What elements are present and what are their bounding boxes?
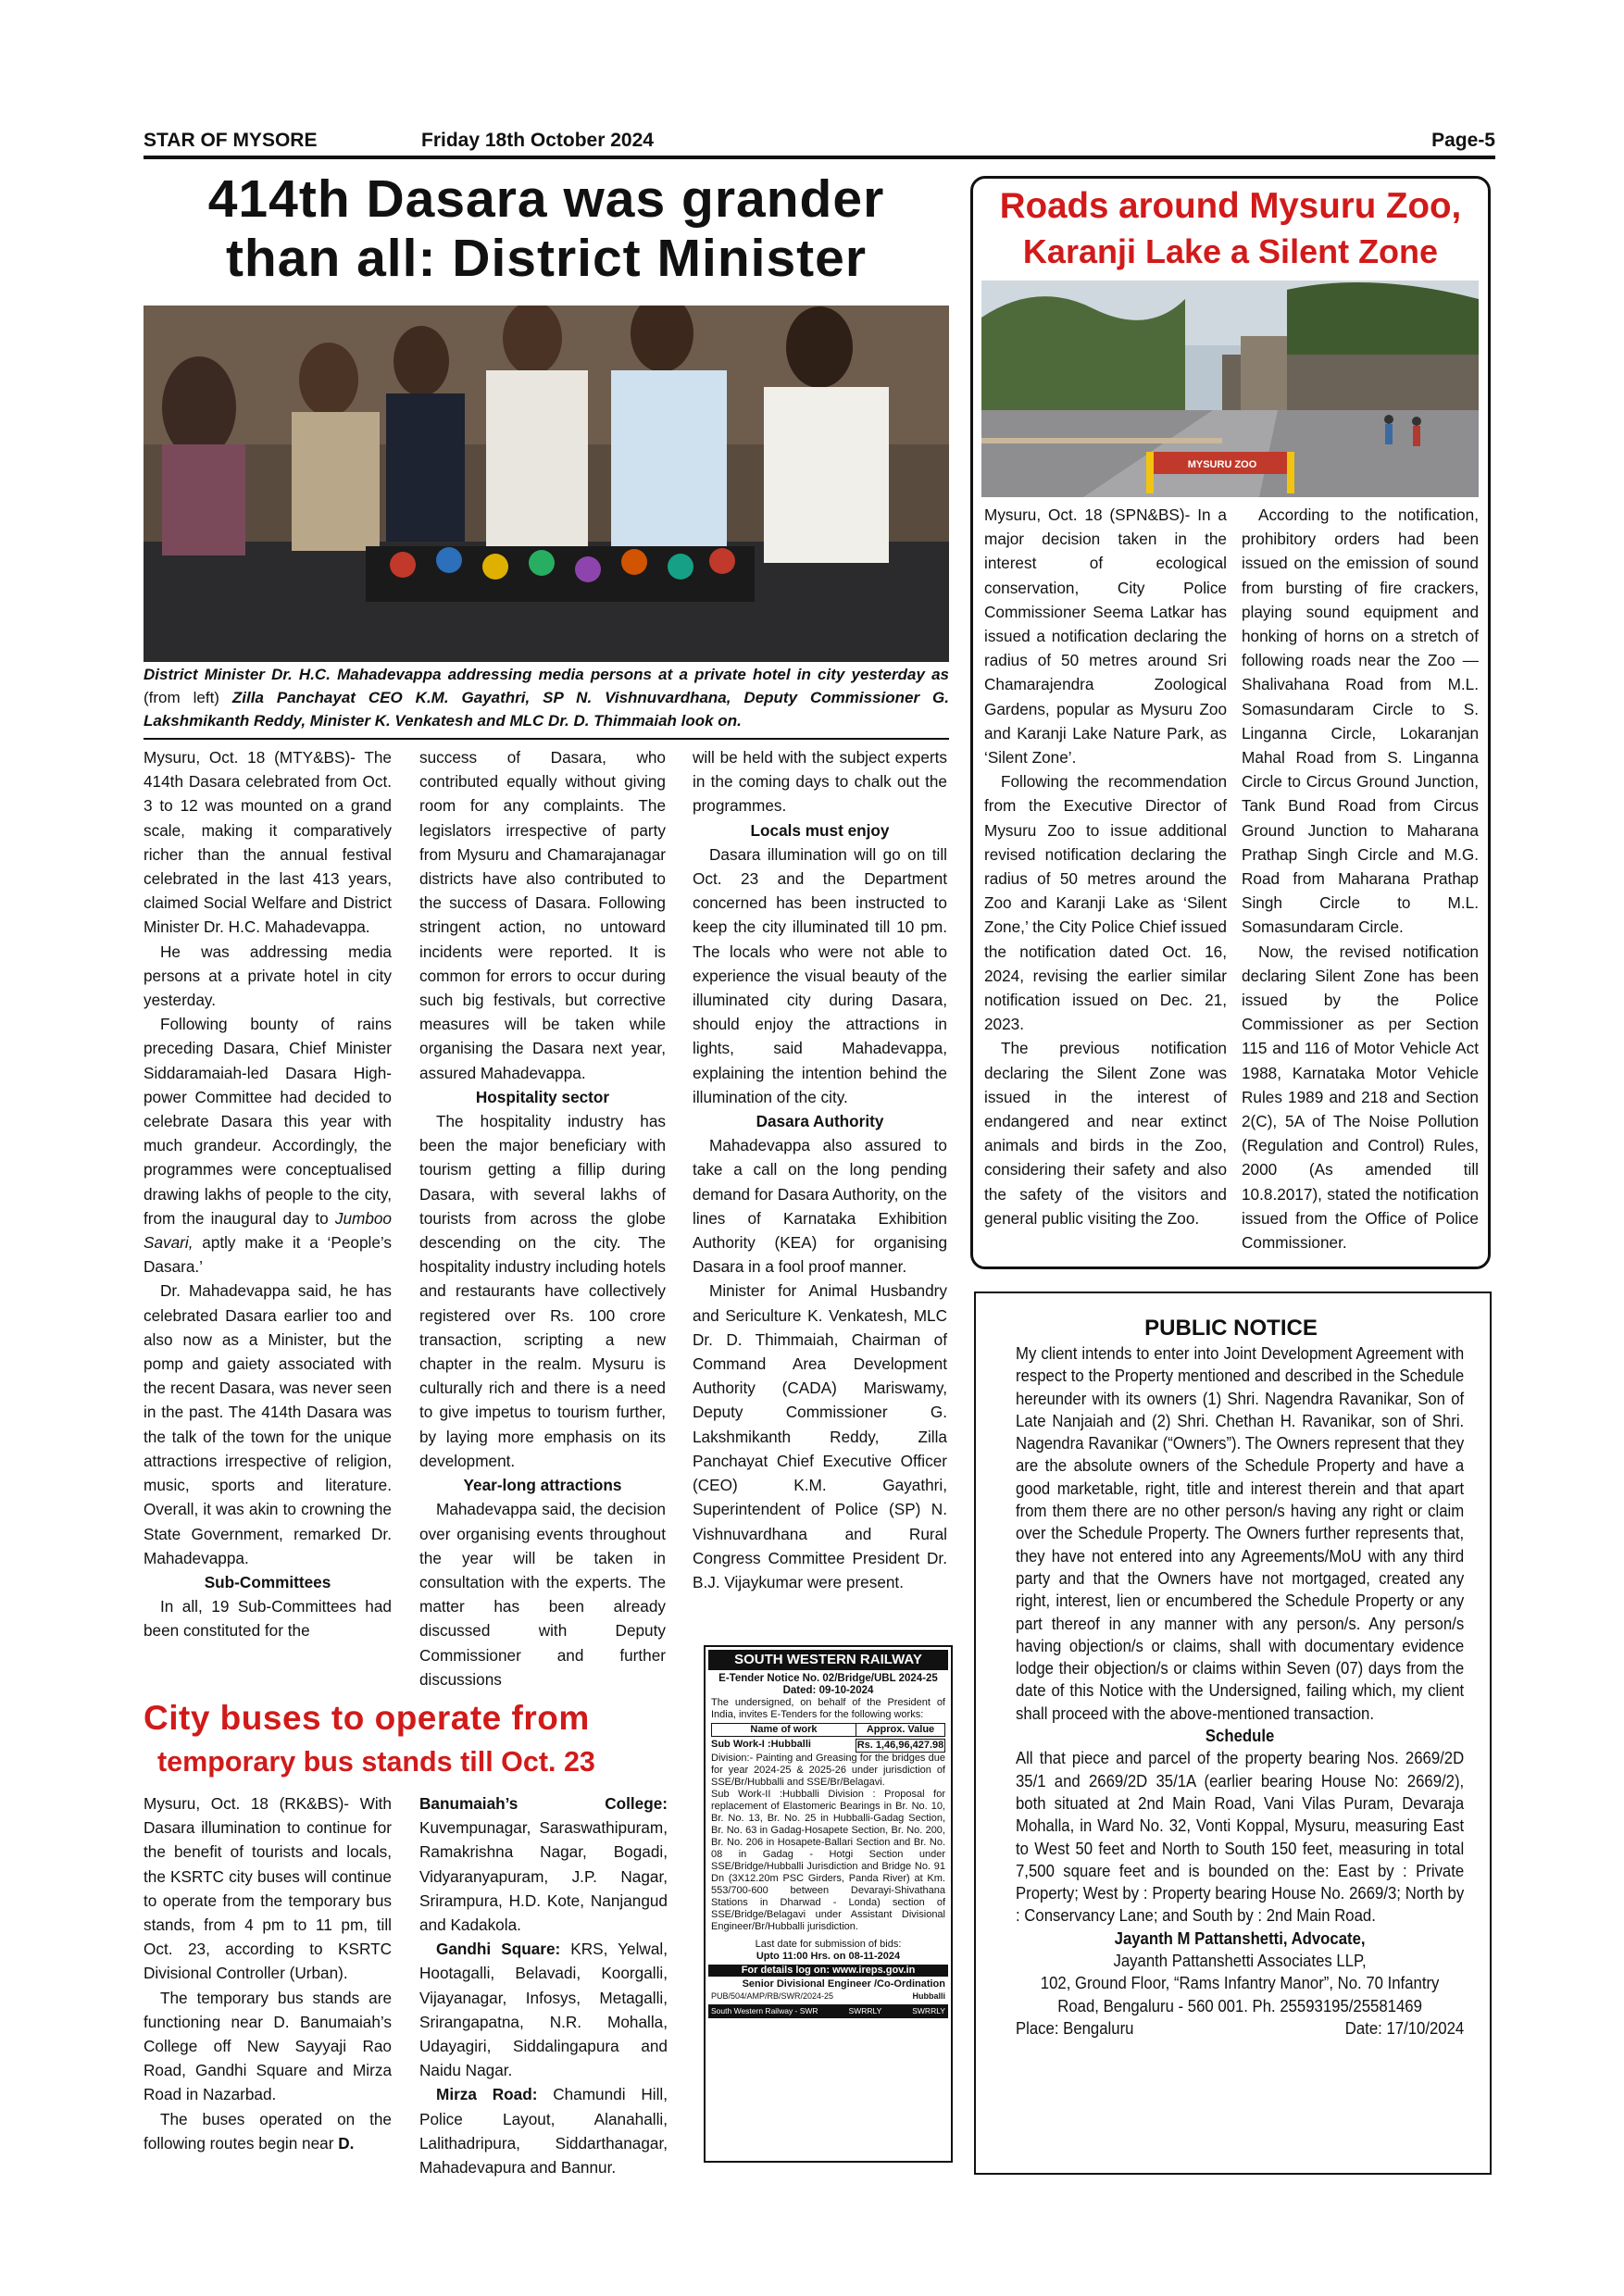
subhead-sub-committees: Sub-Committees: [204, 1572, 331, 1591]
railway-social-youtube: SWRRLY: [912, 2006, 945, 2015]
railway-ref: PUB/504/AMP/RB/SWR/2024-25: [711, 1991, 834, 2001]
subhead-locals: Locals must enjoy: [750, 820, 890, 840]
bus-route-start: D.: [338, 2133, 355, 2152]
railway-work1-desc: Division:- Painting and Greasing for the bridges due for year 2024-25 & 2025-26 under jurisdiction of SSE/Br/Hubballi and SSE/Br/Belagavi.: [711, 1753, 945, 1788]
lead-para: success of Dasara, who contributed equally without giving room for any complaints. The legislators irrespective of party from Mysuru and Chamarajanagar districts have also contributed to the success of Dasara. Following stringent action, no untoward incidents were reported. It is common for errors to occur during such big festivals, but corrective measures will be taken while organising the Dasara next year, assured Mahadevappa.: [419, 748, 666, 1082]
zoo-para: According to the notification, prohibitory orders had been issued on the emission of sound from bursting of fire crackers, playing sound equipment and honking of horns on a stretch of following roads near the Zoo — Shalivahana Road from M.L. Somasundaram Circle to S. Linganna Circle, Lokaranjan Mahal Road from S. Linganna Circle to Circus Ground Junction, Tank Bund Road from Circus Ground Junction to Maharana Prathap Singh Circle and M.G. Road from Maharana Prathap Singh Circle to M.L. Somasundaram Circle.: [1242, 505, 1479, 937]
bus-route-mirza-road: [419, 2082, 668, 2179]
railway-th-value: Approx. Value: [866, 1724, 935, 1735]
lead-text: Following bounty of rains preceding Dasara, Chief Minister Siddaramaiah-led Dasara High-power Committee had decided to celebrate Dasara this year with much grandeur. Accordingly, the programmes were conceptualised drawing lakhs of people to the city, from the inaugural day to: [144, 1015, 392, 1228]
notice-address-1: 102, Ground Floor, “Rams Infantry Manor”, No. 70 Infantry: [1040, 1973, 1440, 1993]
page-number: Page-5: [1431, 130, 1495, 151]
subhead-dasara-authority: Dasara Authority: [756, 1112, 884, 1131]
lead-para: The hospitality industry has been the major beneficiary with tourism getting a fillip during Dasara, with several lakhs of tourists from across the globe descending on the city. The hospitality industry including hotels and restaurants have collectively registered over Rs. 100 crore transaction, scripting a new chapter in the realm. Mysuru is culturally rich and there is a need to give impetus to tourism further, by laying more emphasis on its development.: [419, 1112, 666, 1470]
notice-date: Date: 17/10/2024: [1344, 2017, 1465, 2038]
notice-schedule-body: All that piece and parcel of the property bearing Nos. 2669/2D 35/1 and 2669/2D 35/1A (earlier bearing House No: 2669/2), both situated at 2nd Main Road, Vani Vilas Puram, Devaraja Mohalla, in Ward No. 32, Vonti Koppal, Mysuru, measuring East to West 50 feet and North to South 150 feet, measuring in total 7,500 square feet and is bounded on the: East by : Private Property; West by : Property bearing House No. 2669/3; North by : Conservancy Lane; and South by : 2nd Main Road.: [1016, 1748, 1465, 1926]
route-stops: Chamundi Hill, Police Layout, Alanahalli, Lalithadripura, Siddarthanagar, Mahadevapura and Bannur.: [419, 2085, 668, 2177]
railway-signatory: Senior Divisional Engineer /Co-Ordination: [742, 1978, 945, 1990]
railway-last-date: Upto 11:00 Hrs. on 08-11-2024: [756, 1951, 901, 1962]
bus-headline-line1: City buses to operate from: [144, 1699, 590, 1737]
railway-tender-ad: [704, 1645, 953, 2163]
route-label: Mirza Road:: [436, 2085, 538, 2104]
zoo-headline-line1: Roads around Mysuru Zoo,: [999, 186, 1462, 226]
bus-headline-line2: temporary bus stands till Oct. 23: [157, 1746, 595, 1778]
bus-para: [144, 2107, 392, 2155]
lead-para: Mysuru, Oct. 18 (MTY&BS)- The 414th Dasara celebrated from Oct. 3 to 12 was mounted on a grand scale, making it comparatively richer than the annual festival celebrated in the last 413 years, claimed Social Welfare and District Minister Dr. H.C. Mahadevappa.: [144, 748, 392, 937]
photo-caption: [144, 663, 949, 732]
railway-details: For details log on: www.ireps.gov.in: [708, 1965, 948, 1977]
railway-intro: The undersigned, on behalf of the President of India, invites E-Tenders for the following works:: [711, 1697, 945, 1720]
route-stops: Kuvempunagar, Saraswathipuram, Ramakrishna Nagar, Bogadi, Vidyaranyapuram, J.P. Nagar, Srirampura, H.D. Kote, Nanjangud and Kadakola.: [419, 1818, 668, 1935]
issue-date: Friday 18th October 2024: [421, 130, 654, 151]
notice-address-2: Road, Bengaluru - 560 001. Ph. 25593195/25581469: [1057, 1995, 1422, 2015]
bus-para: Mysuru, Oct. 18 (RK&BS)- With Dasara illumination to continue for the benefit of tourists and locals, the KSRTC city buses will continue to operate from the temporary bus stands, from 4 pm to 11 pm, till Oct. 23, according to KSRTC Divisional Controller (Urban).: [144, 1794, 392, 1983]
zoo-banner-text: MYSURU ZOO: [1187, 459, 1257, 470]
route-label: Banumaiah’s College:: [419, 1794, 668, 1813]
railway-work1-name: Sub Work-I :Hubballi: [711, 1739, 811, 1750]
notice-place: Place: Bengaluru: [1016, 2017, 1134, 2038]
zoo-column-2: [1242, 503, 1479, 1254]
subhead-year-long: Year-long attractions: [463, 1476, 622, 1495]
lead-column-2: [419, 745, 666, 1691]
notice-firm: Jayanth Pattanshetti Associates LLP,: [1113, 1951, 1367, 1971]
lead-para: In all, 19 Sub-Committees had been constituted for the: [144, 1597, 392, 1641]
notice-footer: [1016, 2017, 1464, 2040]
bus-route-banumaiah: [419, 1791, 668, 1937]
masthead-rule: [144, 156, 1495, 159]
bus-route-gandhi-square: [419, 1937, 668, 2082]
railway-social-twitter: SWRRLY: [848, 2006, 882, 2015]
zoo-para: Now, the revised notification declaring Silent Zone has been issued by the Police Commissioner as per Section 115 and 116 of Motor Vehicle Act 1988, Karnataka Motor Vehicle Rules 1989 and 218 and Section 2(C), 5A of The Noise Pollution (Regulation and Control) Rules, 2000 (As amended till 10.8.2017), stated the notification issued from the Office of Police Commissioner.: [1242, 942, 1479, 1253]
railway-social-facebook: South Western Railway - SWR: [711, 2006, 818, 2015]
notice-body-wrap: [1016, 1342, 1514, 2040]
bus-column-2: [419, 1791, 668, 2179]
zoo-para: Mysuru, Oct. 18 (SPN&BS)- In a major decision taken in the interest of ecological conservation, City Police Commissioner Seema Latkar has issued a notification declaring the radius of 50 metres around Sri Chamarajendra Zoological Gardens, popular as Mysuru Zoo and Karanji Lake Nature Park, as ‘Silent Zone’.: [984, 505, 1227, 767]
caption-part-a: District Minister Dr. H.C. Mahadevappa addressing media persons at a private hotel in city yesterday as: [144, 666, 949, 683]
zoo-column-1: [984, 503, 1227, 1230]
lead-para: Mahadevappa said, the decision over organising events throughout the year will be taken in consultation with the experts. The matter has been already discussed with Deputy Commissioner and further discussions: [419, 1500, 666, 1689]
railway-th-work: Name of work: [712, 1724, 856, 1736]
notice-body: My client intends to enter into Joint Development Agreement with respect to the Property mentioned and described in the Schedule hereunder with its owners (1) Shri. Nagendra Ravanikar, Son of Late Nanjaiah and (2) Shri. Chethan H. Ravanikar, son of Shri. Nagendra Ravanikar (“Owners”). The Owners represent that they are the absolute owners of the Schedule Property and have a good marketable, right, title and interest therein and that apart from them there are no other person/s having any right or claim over the Schedule Property. The Owners further represents that, they have not entered into any Agreements/MoU with any third party and that the Owners have not mortgaged, created any right, interest, lien or encumbered the Schedule Property or any part thereof in any manner with any person/s. Any person/s having objection/s or claims, shall with documentary evidence lodge their objection/s or claims within Seven (07) days from the date of this Notice with the Undersigned, failing which, my client shall proceed with the above-mentioned transaction.: [1016, 1343, 1465, 1723]
railway-work2-desc: Sub Work-II :Hubballi Division : Proposal for replacement of Elastomeric Bearings in Br. No. 10, Br. No. 13, Br. No. 25 in Hubballi-Gadag Section, Br. No. 63 in Gadag-Hosapete Section, Br. No. 200, Br. No. 206 in Hosapete-Ballari Section and Br. No. 08 in Gadag - Hotgi Section under SSE/Bridge/Hubballi Jurisdiction and Bridge No. 91 Dn (3X12.20m PSC Girders, Panda River) at Km. 553/700-600 between Devarayi-Shivathana Stations in Dharwad - Londa) section of SSE/Bridge/Belagavi under Assistant Divisional Engineer/Br/Hubballi jurisdiction.: [711, 1789, 945, 1932]
route-label: Gandhi Square:: [436, 1940, 561, 1959]
caption-from-left: (from left): [144, 689, 219, 706]
jumboo-savari: Jumboo Savari,: [144, 1208, 392, 1253]
notice-title: PUBLIC NOTICE: [1144, 1316, 1318, 1341]
lead-para: Dr. Mahadevappa said, he has celebrated Dasara earlier too and also now as a Minister, but the pomp and gaiety associated with the recent Dasara, was never seen in the past. The 414th Dasara was the talk of the town for the unique attractions irrespective of religion, music, sports and literature. Overall, it was akin to crowning the State Government, remarked Dr. Mahadevappa.: [144, 1281, 392, 1567]
lead-para: Minister for Animal Husbandry and Sericulture K. Venkatesh, MLC Dr. D. Thimmaiah, Chairman of Command Area Development Authority (CADA) Mariswamy, Deputy Commissioner G. Lakshmikanth Reddy, Zilla Panchayat Chief Executive Officer (CEO) K.M. Gayathri, Superintendent of Police (SP) N. Vishnuvardhana and Rural Congress Committee President Dr. B.J. Vijaykumar were present.: [693, 1281, 947, 1591]
zoo-para: The previous notification declaring the Silent Zone was issued in the interest of endangered and near extinct animals and birds in the Zoo, considering their safety and also the safety of the visitors and general public visiting the Zoo.: [984, 1039, 1227, 1228]
lead-para: He was addressing media persons at a private hotel in city yesterday.: [144, 942, 392, 1010]
lead-column-1: [144, 745, 392, 1643]
subhead-hospitality: Hospitality sector: [475, 1087, 610, 1106]
zoo-para: Following the recommendation from the Executive Director of Mysuru Zoo to issue additional revised notification declaring the radius of 50 metres around the Zoo and Karanji Lake as ‘Silent Zone,’ the City Police Chief issued the notification dated Oct. 16, 2024, revising the earlier similar notification issued on Dec. 21, 2023.: [984, 772, 1227, 1034]
press-conference-illustration: [144, 306, 949, 662]
railway-place: Hubballi: [912, 1991, 945, 2001]
route-stops: KRS, Yelwal, Hootagalli, Belavadi, Koorgalli, Vijayanagar, Infosys, Metagalli, Srirangapatna, N.R. Mohalla, Udayagiri, Siddalingapura and Naidu Nagar.: [419, 1940, 668, 2080]
lead-para: Mahadevappa also assured to take a call on the long pending demand for Dasara Authority, on the lines of Karnataka Exhibition Authority (KEA) for organising Dasara in a fool proof manner.: [693, 1136, 947, 1277]
zoo-headline-line2: Karanji Lake a Silent Zone: [1022, 232, 1439, 270]
caption-part-b: Zilla Panchayat CEO K.M. Gayathri, SP N. Vishnuvardhana, Deputy Commissioner G. Lakshmikanth Reddy, Minister K. Venkatesh and MLC Dr. D. Thimmaiah look on.: [144, 689, 949, 730]
lead-headline: [144, 169, 949, 288]
paper-name: STAR OF MYSORE: [144, 130, 318, 151]
lead-para: Dasara illumination will go on till Oct. 23 and the Department concerned has been instructed to keep the city illuminated till 10 pm. The locals who were not able to experience the visual beauty of the illuminated city during Dasara, should enjoy the attractions in lights, said Mahadevappa, explaining the intention behind the illumination of the city.: [693, 844, 947, 1106]
lead-para: will be held with the subject experts in the coming days to chalk out the programmes.: [693, 748, 947, 816]
masthead: [144, 128, 1495, 156]
railway-last-date-label: Last date for submission of bids:: [755, 1939, 902, 1950]
notice-schedule-title: Schedule: [1205, 1726, 1275, 1746]
railway-dated: Dated: 09-10-2024: [782, 1685, 874, 1696]
bus-para: The temporary bus stands are functioning near D. Banumaiah’s College off New Sayyaji Rao Road, Gandhi Square and Mirza Road in Nazarbad.: [144, 1988, 392, 2104]
lead-para: [144, 1012, 392, 1279]
railway-notice-no: E-Tender Notice No. 02/Bridge/UBL 2024-25: [718, 1673, 938, 1684]
bus-text: The buses operated on the following routes begin near: [144, 2109, 392, 2152]
zoo-photo: [981, 281, 1479, 497]
caption-rule: [144, 738, 949, 740]
notice-advocate: Jayanth M Pattanshetti, Advocate,: [1114, 1928, 1366, 1948]
railway-title: SOUTH WESTERN RAILWAY: [708, 1650, 948, 1670]
zoo-road-illustration: [981, 281, 1479, 497]
lead-column-3: [693, 745, 947, 1594]
lead-text: aptly make it a ‘People’s Dasara.’: [144, 1233, 392, 1277]
bus-column-1: [144, 1791, 392, 2155]
lead-headline-line2: than all: District Minister: [225, 229, 868, 288]
railway-work1-value: Rs. 1,46,96,427.98: [856, 1740, 944, 1751]
press-conference-photo: [144, 306, 949, 662]
lead-headline-line1: 414th Dasara was grander: [207, 169, 885, 229]
